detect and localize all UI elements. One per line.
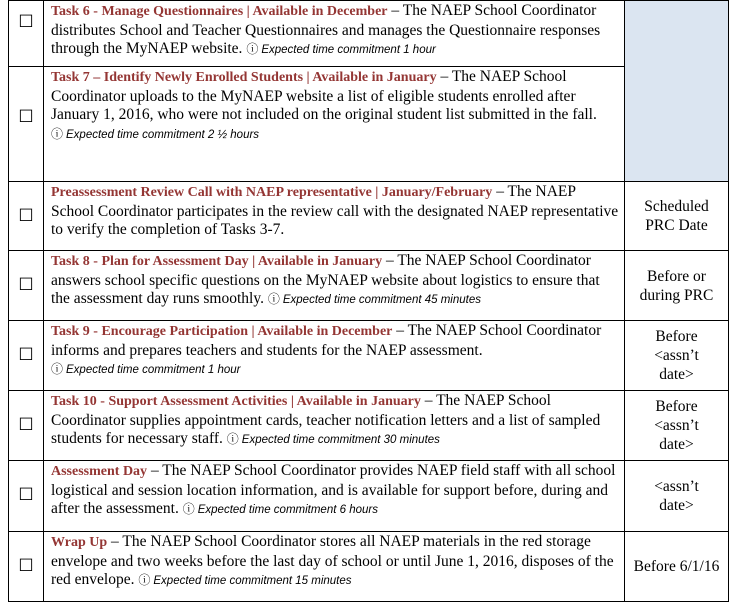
timing-cell: [625, 321, 729, 391]
timing-text: Scheduled PRC Date: [644, 198, 709, 234]
task-body: The NAEP School Coordinator informs and prepares teachers and students for the NAEP assessment.: [51, 322, 602, 359]
time-commitment: ⓘ Expected time commitment 45 minutes: [267, 292, 481, 307]
timing-text: Before <assn’t date>: [654, 328, 699, 383]
time-commitment: ⓘ Expected time commitment 30 minutes: [226, 432, 440, 447]
task-description: Task 9 - Encourage Participation | Available in December – The NAEP School Coordinator informs and prepares teachers and students for the NAEP assessment. ⓘ Expected time commitment 1 hour: [44, 321, 625, 391]
time-commitment: ⓘ Expected time commitment 1 hour: [51, 362, 241, 377]
task-body: The NAEP School Coordinator distributes School and Teacher Questionnaires and manages the Questionnaire responses through the MyNAEP website.: [51, 2, 601, 58]
checkbox-icon[interactable]: ☐: [18, 275, 34, 294]
task-body: The NAEP School Coordinator stores all NAEP materials in the red storage envelope and two weeks before the last day of school or until June 1, 2016, disposes of the red envelope.: [51, 533, 614, 589]
checkbox-cell[interactable]: [9, 532, 44, 602]
task-row: [9, 182, 729, 251]
timing-cell: [625, 461, 729, 532]
timing-text: Before or during PRC: [639, 267, 714, 304]
task-title: Preassessment Review Call with NAEP representative | January/February: [51, 185, 493, 200]
clock-icon: ⓘ: [51, 126, 64, 141]
timing-cell: [625, 182, 729, 251]
checkbox-cell[interactable]: [9, 321, 44, 391]
task-row: [9, 321, 729, 391]
checkbox-cell[interactable]: [9, 67, 44, 182]
task-description: Task 6 - Manage Questionnaires | Available in December – The NAEP School Coordinator distributes School and Teacher Questionnaires and manages the Questionnaire responses through the MyNAEP website. ⓘ Expected time commitment 1 hour: [44, 1, 625, 67]
task-title: Wrap Up: [51, 535, 108, 550]
timing-text: <assn’t date>: [654, 478, 699, 514]
clock-icon: ⓘ: [226, 432, 239, 447]
task-title: Task 9 - Encourage Participation | Available in December: [51, 324, 393, 339]
task-body: The NAEP School Coordinator provides NAEP field staff with all school logistical and session location information, and is available for support before, during and after the assessment.: [51, 462, 616, 518]
checkbox-cell[interactable]: [9, 251, 44, 321]
clock-icon: ⓘ: [51, 362, 64, 377]
task-row: [9, 532, 729, 602]
time-commitment: ⓘ Expected time commitment 1 hour: [246, 42, 436, 57]
checkbox-icon[interactable]: ☐: [18, 12, 34, 31]
timing-cell-shaded: [625, 1, 729, 182]
clock-icon: ⓘ: [246, 42, 259, 57]
task-body: The NAEP School Coordinator answers school specific questions on the MyNAEP website about logistics to ensure that the assessment day runs smoothly.: [51, 252, 600, 308]
timing-cell: [625, 251, 729, 321]
time-commitment: ⓘ Expected time commitment 2 ½ hours: [51, 126, 260, 141]
timing-cell: [625, 532, 729, 602]
time-commitment: ⓘ Expected time commitment 6 hours: [182, 502, 378, 517]
checkbox-cell[interactable]: [9, 461, 44, 532]
checkbox-icon[interactable]: ☐: [18, 485, 34, 504]
clock-icon: ⓘ: [138, 573, 151, 588]
task-row: [9, 1, 729, 67]
task-title: Task 8 - Plan for Assessment Day | Available in January: [51, 254, 383, 269]
timing-text: Before 6/1/16: [633, 558, 720, 575]
task-description: Wrap Up – The NAEP School Coordinator stores all NAEP materials in the red storage envelope and two weeks before the last day of school or until June 1, 2016, disposes of the red envelope. ⓘ Expected time commitment 15 minutes: [44, 532, 625, 602]
checkbox-cell[interactable]: [9, 391, 44, 461]
task-row: [9, 391, 729, 461]
task-description: Task 10 - Support Assessment Activities | Available in January – The NAEP School Coordinator supplies appointment cards, teacher notification letters and a list of sampled students for necessary staff. ⓘ Expected time commitment 30 minutes: [44, 391, 625, 461]
time-commitment: ⓘ Expected time commitment 15 minutes: [138, 573, 352, 588]
clock-icon: ⓘ: [182, 502, 195, 517]
checkbox-cell[interactable]: [9, 1, 44, 67]
checkbox-icon[interactable]: ☐: [18, 107, 34, 126]
checkbox-cell[interactable]: [9, 182, 44, 251]
task-row: [9, 251, 729, 321]
timing-cell: [625, 391, 729, 461]
clock-icon: ⓘ: [267, 292, 280, 307]
task-description: Assessment Day – The NAEP School Coordinator provides NAEP field staff with all school logistical and session location information, and is available for support before, during and after the assessment. ⓘ Expected time commitment 6 hours: [44, 461, 625, 532]
task-row: [9, 461, 729, 532]
task-description: Task 8 - Plan for Assessment Day | Available in January – The NAEP School Coordinator answers school specific questions on the MyNAEP website about logistics to ensure that the assessment day runs smoothly. ⓘ Expected time commitment 45 minutes: [44, 251, 625, 321]
task-title: Assessment Day: [51, 464, 148, 479]
task-body: The NAEP School Coordinator supplies appointment cards, teacher notification letters and a list of sampled students for necessary staff.: [51, 392, 601, 448]
task-description: Preassessment Review Call with NAEP representative | January/February – The NAEP School Coordinator participates in the review call with the designated NAEP representative to verify the completion of Tasks 3-7.: [44, 182, 625, 251]
checkbox-icon[interactable]: ☐: [18, 345, 34, 364]
checkbox-icon[interactable]: ☐: [18, 206, 34, 225]
task-body: The NAEP School Coordinator participates in the review call with the designated NAEP representative to verify the completion of Tasks 3-7.: [51, 183, 619, 239]
checkbox-icon[interactable]: ☐: [18, 415, 34, 434]
task-title: Task 6 - Manage Questionnaires | Available in December: [51, 4, 388, 19]
task-checklist-table: [8, 0, 729, 602]
task-title: Task 10 - Support Assessment Activities | Available in January: [51, 394, 421, 409]
task-row: [9, 67, 729, 182]
timing-text: Before <assn’t date>: [654, 398, 699, 453]
task-title: Task 7 – Identify Newly Enrolled Students | Available in January: [51, 70, 437, 85]
task-description: Task 7 – Identify Newly Enrolled Students | Available in January – The NAEP School Coordinator uploads to the MyNAEP website a list of eligible students enrolled after January 1, 2016, who were not included on the original student list submitted in the fall. ⓘ Expected time commitment 2 ½ hours: [44, 67, 625, 182]
checkbox-icon[interactable]: ☐: [18, 556, 34, 575]
task-body: The NAEP School Coordinator uploads to the MyNAEP website a list of eligible students enrolled after January 1, 2016, who were not included on the original student list submitted in the fall.: [51, 68, 597, 124]
